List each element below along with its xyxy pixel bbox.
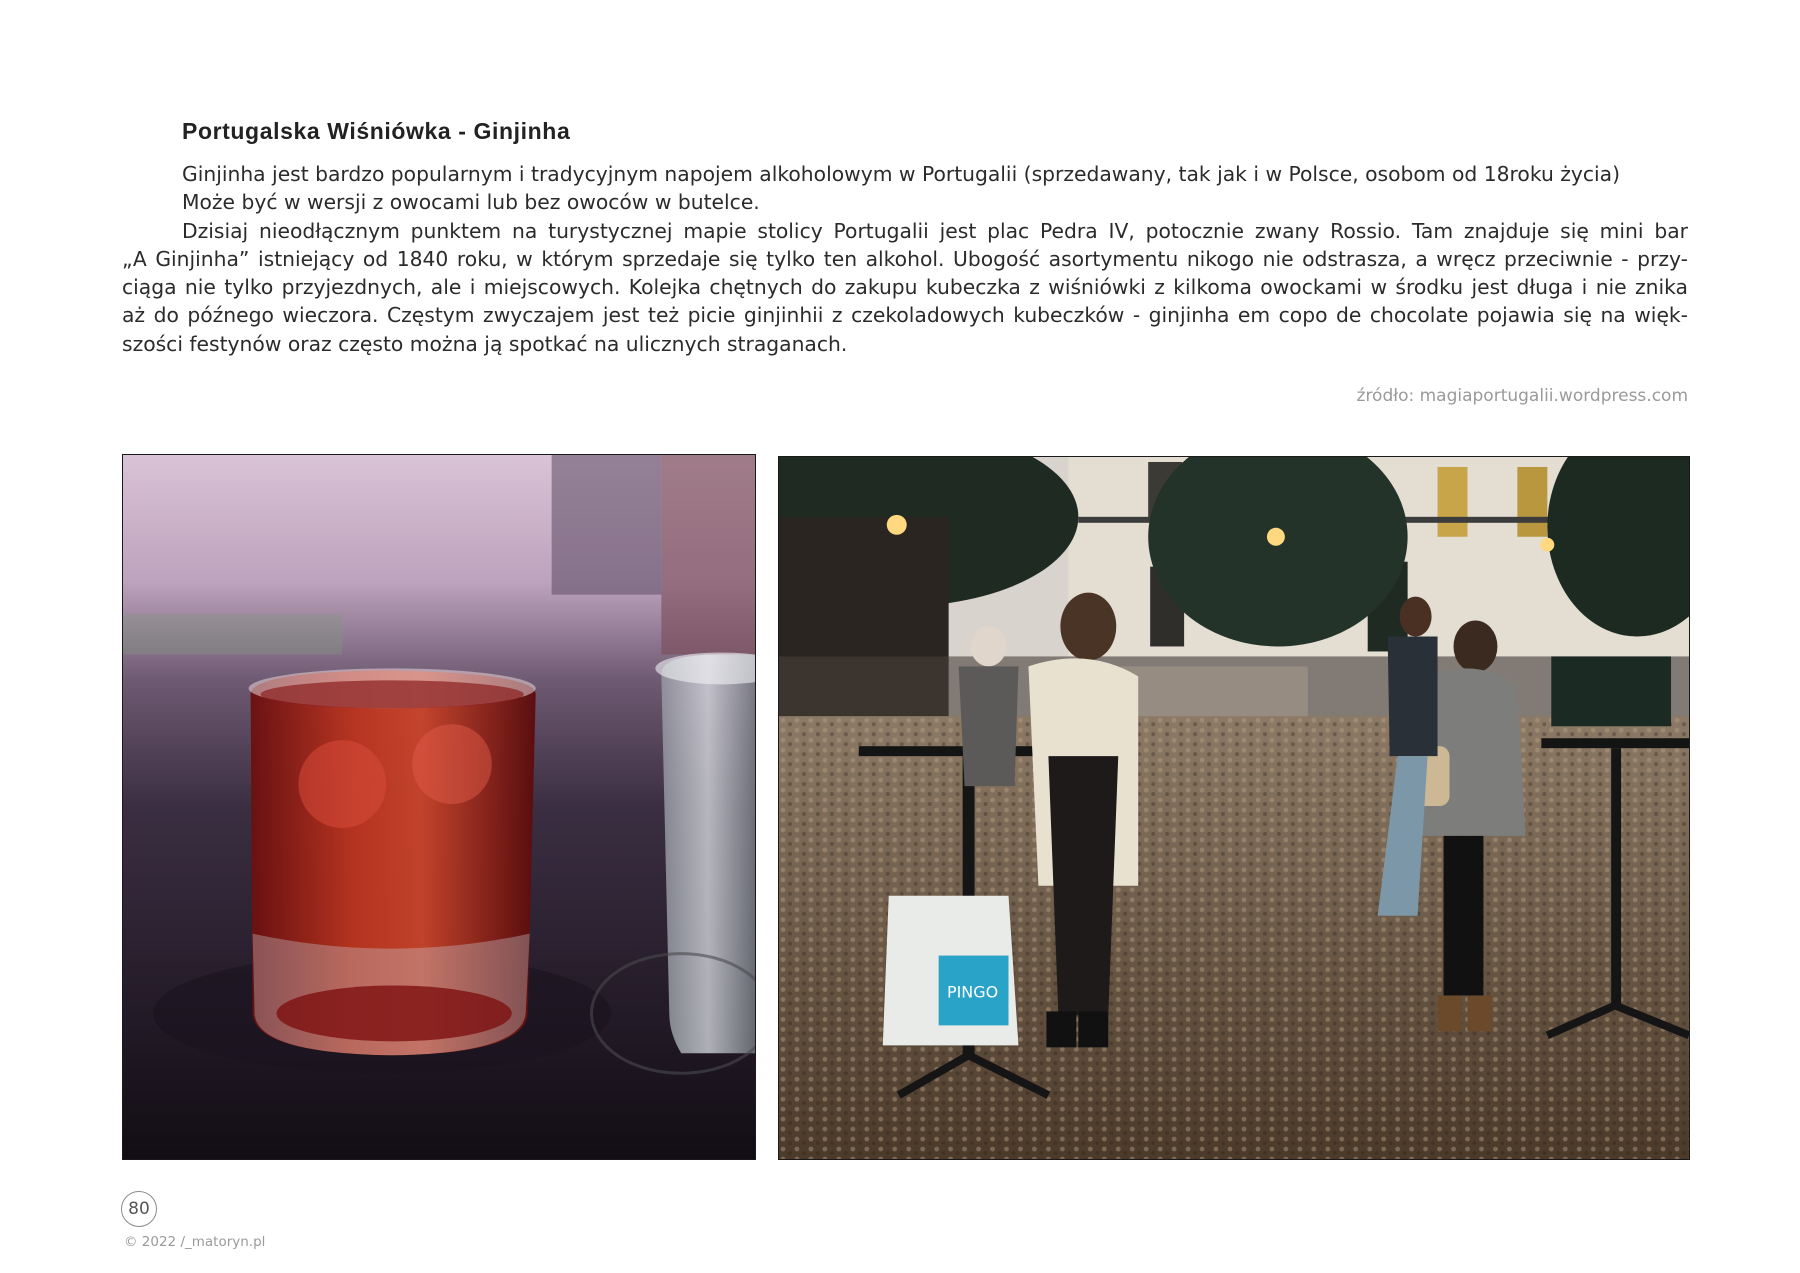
ginjinha-glass-illustration: [123, 455, 755, 1159]
rossio-square-illustration: [779, 457, 1689, 1159]
paragraph-line: „A Ginjinha” istniejący od 1840 roku, w którym sprzedaje się tylko ten alkohol. Ubogość asortymentu nikogo nie odstrasza, a wręcz przeciwnie - przy-: [122, 246, 1688, 271]
article-body: [122, 160, 1688, 358]
source-credit: źródło: magiaportugalii.wordpress.com: [1356, 386, 1688, 406]
photo-rossio-square: [778, 456, 1690, 1160]
bag-brand-text: PINGO: [946, 982, 999, 1002]
paragraph-line: aż do późnego wieczora. Częstym zwyczajem jest też picie ginjinhii z czekoladowych kubeczków - ginjinha em copo de chocolate pojawia się na więk-: [122, 303, 1688, 328]
article-title: Portugalska Wiśniówka - Ginjinha: [182, 118, 571, 144]
paragraph-line: Może być w wersji z owocami lub bez owoców w butelce.: [182, 190, 760, 215]
paragraph-line: szości festynów oraz często można ją spotkać na ulicznych straganach.: [122, 331, 848, 356]
copyright-notice: © 2022 /_matoryn.pl: [124, 1234, 266, 1250]
page-number: 80: [121, 1191, 157, 1227]
paragraph-line: Dzisiaj nieodłącznym punktem na turystycznej mapie stolicy Portugalii jest plac Pedra IV, potocznie zwany Rossio. Tam znajduje się mini bar: [182, 218, 1688, 243]
photo-ginjinha-glass: [122, 454, 756, 1160]
paragraph-line: Ginjinha jest bardzo popularnym i tradycyjnym napojem alkoholowym w Portugalii (sprzedawany, tak jak i w Polsce, osobom od 18roku życia): [182, 162, 1621, 186]
paragraph-line: ciąga nie tylko przyjezdnych, ale i miejscowych. Kolejka chętnych do zakupu kubeczka z wiśniówki z kilkoma owockami w środku jest długa i nie znika: [122, 275, 1688, 300]
